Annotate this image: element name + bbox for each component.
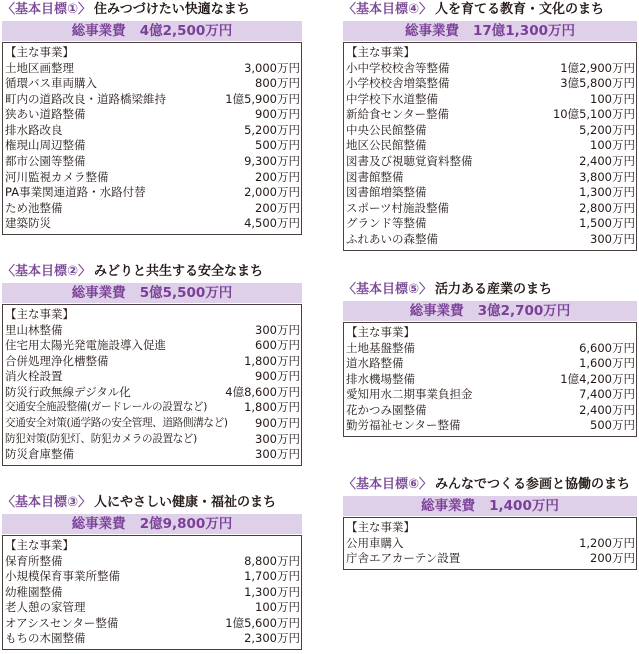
project-amount: 300万円 — [255, 447, 300, 462]
project-row — [344, 201, 636, 217]
project-amount: 3億5,800万円 — [560, 76, 635, 91]
total-cost-label: 総事業費 — [71, 285, 126, 301]
project-row — [344, 356, 636, 372]
project-row — [344, 418, 636, 434]
project-name: 土地基盤整備 — [346, 340, 415, 355]
project-name: 老人憩の家管理 — [5, 600, 86, 615]
project-row — [344, 216, 636, 232]
goal-title-text: 人にやさしい健康・福祉のまち — [94, 495, 277, 510]
project-name: 都市公園等整備 — [5, 154, 86, 169]
project-row — [3, 354, 301, 370]
total-cost-bar — [343, 496, 637, 516]
project-amount: 1億2,900万円 — [560, 60, 635, 75]
project-list-heading: 【主な事業】 — [5, 538, 74, 552]
goal-2-section — [2, 262, 302, 466]
project-name: 庁舎エアカーテン設置 — [346, 551, 461, 566]
project-amount: 1,800万円 — [244, 400, 300, 415]
project-row — [3, 92, 301, 108]
project-amount: 5,200万円 — [244, 122, 300, 137]
project-amount: 2,300万円 — [244, 631, 300, 646]
project-amount: 4億8,600万円 — [225, 384, 300, 399]
project-name: 防災行政無線デジタル化 — [5, 384, 131, 399]
goal-tag: 〈基本目標④〉 — [343, 2, 433, 17]
project-name: 河川監視カメラ整備 — [5, 169, 109, 184]
project-row — [3, 323, 301, 339]
project-row — [344, 232, 636, 248]
project-name: 新給食センター整備 — [346, 107, 450, 122]
project-amount: 500万円 — [590, 418, 635, 433]
project-amount: 200万円 — [255, 169, 300, 184]
total-cost-value: 5億5,500万円 — [139, 285, 233, 301]
goal-tag: 〈基本目標⑥〉 — [343, 477, 433, 492]
project-name: ふれあいの森整備 — [346, 232, 438, 247]
project-row — [3, 554, 301, 570]
project-name: 愛知用水二期事業負担金 — [346, 387, 473, 402]
project-amount: 200万円 — [590, 551, 635, 566]
project-amount: 2,800万円 — [579, 200, 635, 215]
goal-6-section — [343, 475, 637, 570]
project-list-heading: 【主な事業】 — [5, 45, 74, 59]
goal-tag: 〈基本目標⑤〉 — [343, 282, 433, 297]
project-row — [344, 138, 636, 154]
project-amount: 4,500万円 — [244, 216, 300, 231]
project-name: 狭あい道路整備 — [5, 107, 86, 122]
project-name: 排水路改良 — [5, 122, 63, 137]
project-name: 交通安全対策(通学路の安全管理、道路側溝など) — [5, 417, 228, 430]
project-row — [3, 185, 301, 201]
project-row — [3, 400, 301, 416]
project-name: 住宅用太陽光発電施設導入促進 — [5, 338, 166, 353]
project-amount: 300万円 — [590, 232, 635, 247]
project-amount: 600万円 — [255, 338, 300, 353]
project-name: 図書館増築整備 — [346, 185, 427, 200]
project-amount: 2,400万円 — [579, 154, 635, 169]
project-row — [344, 61, 636, 77]
project-row — [3, 138, 301, 154]
project-amount: 1億5,900万円 — [225, 91, 300, 106]
goal-tag: 〈基本目標②〉 — [2, 264, 92, 279]
project-list-heading: 【主な事業】 — [5, 307, 74, 321]
project-row — [344, 107, 636, 123]
project-name: 交通安全施設整備(ガードレールの設置など) — [5, 401, 207, 414]
project-list — [2, 42, 302, 235]
project-row — [344, 92, 636, 108]
project-amount: 5,200万円 — [579, 122, 635, 137]
total-cost-bar — [2, 283, 302, 303]
goal-3-section — [2, 493, 302, 650]
project-amount: 2,000万円 — [244, 185, 300, 200]
project-amount: 10億5,100万円 — [552, 107, 635, 122]
project-row — [344, 341, 636, 357]
goal-tag: 〈基本目標①〉 — [2, 2, 92, 17]
project-amount: 900万円 — [255, 416, 300, 431]
project-list — [2, 535, 302, 650]
goal-4-section — [343, 0, 637, 251]
project-amount: 200万円 — [255, 200, 300, 215]
project-row — [344, 372, 636, 388]
project-amount: 1,200万円 — [579, 535, 635, 550]
project-row — [344, 154, 636, 170]
project-name: 小学校校舎増築整備 — [346, 76, 450, 91]
project-name: 防犯対策(防犯灯、防犯カメラの設置など) — [5, 432, 197, 445]
project-row — [3, 76, 301, 92]
project-name: ため池整備 — [5, 200, 63, 215]
project-name: 花かつみ園整備 — [346, 402, 427, 417]
total-cost-value: 1,400万円 — [489, 498, 559, 514]
project-name: 防災倉庫整備 — [5, 447, 74, 462]
project-amount: 100万円 — [255, 600, 300, 615]
total-cost-label: 総事業費 — [71, 516, 126, 532]
project-row — [3, 154, 301, 170]
project-name: 排水機場整備 — [346, 371, 415, 386]
project-amount: 1億4,200万円 — [560, 371, 635, 386]
project-name: オアシスセンター整備 — [5, 615, 119, 630]
goal-title-text: 活力ある産業のまち — [435, 282, 553, 297]
project-amount: 2,400万円 — [579, 402, 635, 417]
goal-title-text: 人を育てる教育・文化のまち — [435, 2, 605, 17]
project-name: もちの木園整備 — [5, 631, 86, 646]
project-amount: 3,800万円 — [579, 169, 635, 184]
project-row — [344, 403, 636, 419]
project-row — [3, 107, 301, 123]
project-name: 道水路整備 — [346, 356, 404, 371]
total-cost-bar — [2, 514, 302, 534]
total-cost-value: 2億9,800万円 — [139, 516, 233, 532]
project-amount: 1,600万円 — [579, 356, 635, 371]
total-cost-bar — [2, 21, 302, 41]
project-list-heading: 【主な事業】 — [346, 325, 415, 339]
project-name: 幼稚園整備 — [5, 584, 63, 599]
project-row — [3, 569, 301, 585]
project-amount: 800万円 — [255, 76, 300, 91]
project-row — [3, 201, 301, 217]
goal-title-text: みんなでつくる参画と協働のまち — [435, 477, 631, 492]
goal-title-text: 住みつづけたい快適なまち — [94, 2, 250, 17]
total-cost-bar — [343, 21, 637, 41]
total-cost-bar — [343, 301, 637, 321]
project-name: 図書及び視聴覚資料整備 — [346, 154, 473, 169]
project-row — [3, 600, 301, 616]
project-amount: 1,300万円 — [244, 584, 300, 599]
project-name: 中学校下水道整備 — [346, 91, 438, 106]
project-name: 保育所整備 — [5, 553, 63, 568]
project-name: グランド等整備 — [346, 216, 427, 231]
goal-title — [343, 475, 637, 495]
project-row — [3, 447, 301, 463]
project-name: 合併処理浄化槽整備 — [5, 353, 109, 368]
total-cost-value: 17億1,300万円 — [473, 23, 575, 39]
project-amount: 1,700万円 — [244, 569, 300, 584]
project-amount: 3,000万円 — [244, 60, 300, 75]
project-name: 勤労福祉センター整備 — [346, 418, 461, 433]
project-amount: 300万円 — [255, 322, 300, 337]
project-amount: 100万円 — [590, 91, 635, 106]
goal-title-text: みどりと共生する安全なまち — [94, 264, 264, 279]
goal-title — [2, 493, 302, 513]
project-name: 循環バス車両購入 — [5, 76, 97, 91]
goal-title — [343, 0, 637, 20]
project-row — [344, 123, 636, 139]
project-row — [3, 585, 301, 601]
project-name: 小規模保育事業所整備 — [5, 569, 120, 584]
project-name: 中央公民館整備 — [346, 122, 427, 137]
project-row — [344, 170, 636, 186]
project-amount: 9,300万円 — [244, 154, 300, 169]
project-amount: 500万円 — [255, 138, 300, 153]
project-row — [344, 536, 636, 552]
project-amount: 7,400万円 — [579, 387, 635, 402]
project-name: 地区公民館整備 — [346, 138, 427, 153]
project-name: 小中学校校舎等整備 — [346, 60, 450, 75]
project-name: 建築防災 — [5, 216, 51, 231]
goal-title — [2, 0, 302, 20]
goal-title — [343, 280, 637, 300]
project-amount: 900万円 — [255, 107, 300, 122]
project-list — [343, 322, 637, 437]
total-cost-label: 総事業費 — [421, 498, 476, 514]
total-cost-label: 総事業費 — [409, 303, 464, 319]
project-name: 土地区画整理 — [5, 60, 74, 75]
project-name: PA事業関連道路・水路付替 — [5, 185, 146, 200]
project-list — [343, 517, 637, 570]
project-amount: 8,800万円 — [244, 553, 300, 568]
project-row — [3, 170, 301, 186]
project-row — [3, 123, 301, 139]
total-cost-label: 総事業費 — [405, 23, 459, 39]
project-list — [343, 42, 637, 251]
project-amount: 100万円 — [590, 138, 635, 153]
project-row — [344, 387, 636, 403]
project-amount: 1,500万円 — [579, 216, 635, 231]
project-row — [3, 432, 301, 448]
total-cost-value: 4億2,500万円 — [139, 23, 233, 39]
project-row — [3, 369, 301, 385]
project-name: 権現山周辺整備 — [5, 138, 86, 153]
project-list-heading: 【主な事業】 — [346, 520, 415, 534]
project-name: 図書館整備 — [346, 169, 404, 184]
project-name: 公用車購入 — [346, 535, 404, 550]
project-row — [3, 216, 301, 232]
project-row — [344, 551, 636, 567]
project-row — [3, 338, 301, 354]
project-name: スポーツ村施設整備 — [346, 200, 450, 215]
goal-title — [2, 262, 302, 282]
project-name: 里山林整備 — [5, 322, 63, 337]
project-row — [3, 61, 301, 77]
project-amount: 1億5,600万円 — [225, 615, 300, 630]
project-row — [3, 416, 301, 432]
total-cost-label: 総事業費 — [71, 23, 126, 39]
project-amount: 300万円 — [255, 431, 300, 446]
project-list — [2, 304, 302, 466]
project-row — [3, 616, 301, 632]
goal-1-section — [2, 0, 302, 235]
project-row — [344, 76, 636, 92]
project-amount: 1,300万円 — [579, 185, 635, 200]
project-row — [3, 385, 301, 401]
project-amount: 1,800万円 — [244, 353, 300, 368]
total-cost-value: 3億2,700万円 — [477, 303, 571, 319]
project-list-heading: 【主な事業】 — [346, 45, 415, 59]
goal-5-section — [343, 280, 637, 437]
project-amount: 6,600万円 — [579, 340, 635, 355]
goal-tag: 〈基本目標③〉 — [2, 495, 92, 510]
project-amount: 900万円 — [255, 369, 300, 384]
project-name: 消火栓設置 — [5, 369, 63, 384]
project-name: 町内の道路改良・道路橋梁維持 — [5, 91, 166, 106]
project-row — [3, 631, 301, 647]
project-row — [344, 185, 636, 201]
